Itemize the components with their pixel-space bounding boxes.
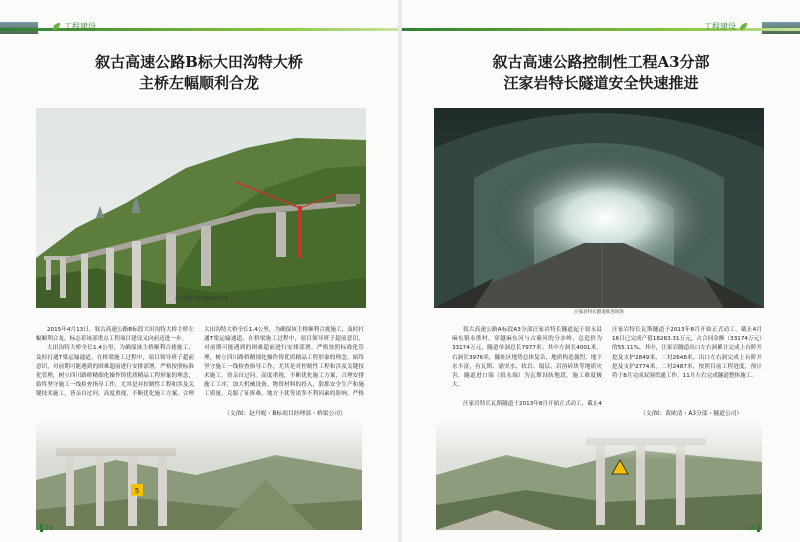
folio-bar [757,524,760,532]
left-bottom-fade [36,420,362,460]
left-page-number: 24 [45,524,54,532]
left-paragraph-2: 大田沟特大桥全长1.4公里，为确保该主桥顺利合拢施工，及时打通T梁运输通道，在桥梁施工过程中，项目领导班子超前意识，对前期可能遇到的困难超前进行安排部署。严格按照标准化管理，树立四川路桥精细化操作铸优质精品工程形象的理念，始终坚守施工一线检查指导工作，尤其是对控制性工程和涉及关键技术施工，皆亲自过问。高度重视，不断优化施工方案，合理 [36,345,194,398]
right-body-column-1 [452,326,602,409]
right-headline-line-2: 汪家岩特长隧道安全快速推进 [503,74,699,92]
right-bottom-fade [436,420,762,460]
left-headline-line-2: 主桥左幅顺利合龙 [138,74,259,92]
left-credit: （文/图：赵丹妮・B标项目经理部・桥梁公司） [224,411,346,417]
left-body-column-1 [36,326,194,398]
right-paragraph-2-continued: 汪家岩特长瓦斯隧道于2013年8月开始正式动工，截止4月16日已完成产值18283.31万元，占合同金额（33174万元）的55.11%。其中，汪家岩隧道出口左右洞累计完成上台阶开挖及支护2849米，二衬2648米，出口左右洞完成上台阶开挖及支护2774米，二衬2487米，按照目前工程进度，预计将于8月完成双洞贯通工作，11月左右完成隧道整体施工。 [612,327,762,380]
left-paragraph-2-continued: 大田沟特大桥全长1.4公里，为确保该主桥顺利合拢施工，及时打通T梁运输通道，在桥梁施工过程中，项目领导班子超前意识，对前期可能遇到的困难超前进行安排部署。严格按照标准化管理，树立四川路桥精细化操作铸优质精品工程形象的理念，始终坚守施工一线检查指导工作，尤其是对控制性工程和涉及关键技术施工，皆亲自过问。高度重视，不断优化施工方案，合理安排施工工序，加大机械设备、物资材料的投入，狠抓安全生产和施工质量，克服了征拆难，地方干扰等诸多不利因素的影响，严格 [204,327,364,398]
right-page [402,0,800,542]
right-headline [402,52,800,94]
right-credit: （文/图：黄欧清・A3分部・隧道公司） [640,411,743,417]
left-top-band [0,0,398,30]
bridge-photo-caption: 大田沟特大桥左幅顺利合龙 [174,297,228,302]
left-page [0,0,398,542]
svg-text:5: 5 [134,487,140,495]
left-section-label [52,21,96,32]
bridge-photo [36,108,366,308]
bridge-bottom-photo [36,420,362,530]
right-top-band [402,0,800,30]
left-section-text: 工程建设 [64,22,96,31]
tunnel-photo-image [434,108,764,308]
left-headline [0,52,398,94]
right-paragraph-2: 汪家岩特长瓦斯隧道于2013年8月开始正式动工，截止4 [463,401,602,407]
tunnel-photo-caption: 汪家岩特长隧道推进现场 [574,310,624,315]
left-paragraph-1: 2015年4月13日，叙古高速公路B标段大田沟特大桥主桥左幅顺利合龙，标志着该部重点工程项目建设又向前迈进一步。 [36,327,194,343]
leaf-icon [52,22,61,31]
tunnel-photo [434,108,764,308]
right-paragraph-1: 叙古高速公路A标段A3分部汪家岩特长隧道起于叙永县麻东镇永胜村，穿越麻东河与古蔺河的分水岭，总造价为33174万元，隧道单洞总长7977米；其中左洞长4001米，右洞长3976米，隧址区地势总体复杂，地质构造强烈，地下水丰富，有瓦斯、涌突水、软岩、塌层、岩溶碎块等地质灾害，隧道进口端（叙永端）为瓦斯设防地段，施工难度极大。 [452,327,602,389]
folio-bar [40,524,43,532]
leaf-icon [739,22,748,31]
right-body-column-2 [612,326,762,390]
left-body-column-2 [204,326,364,400]
bridge-photo-image [36,108,366,308]
right-headline-line-1: 叙古高速公路控制性工程A3分部 [492,53,710,71]
right-page-number: 25 [746,524,755,532]
right-folio [747,524,760,532]
right-section-label [704,21,748,32]
right-section-text: 工程建设 [704,22,736,31]
left-folio [40,524,53,532]
left-headline-line-1: 叙古高速公路B标大田沟特大桥 [95,53,303,71]
tunnel-bottom-photo [436,420,762,530]
